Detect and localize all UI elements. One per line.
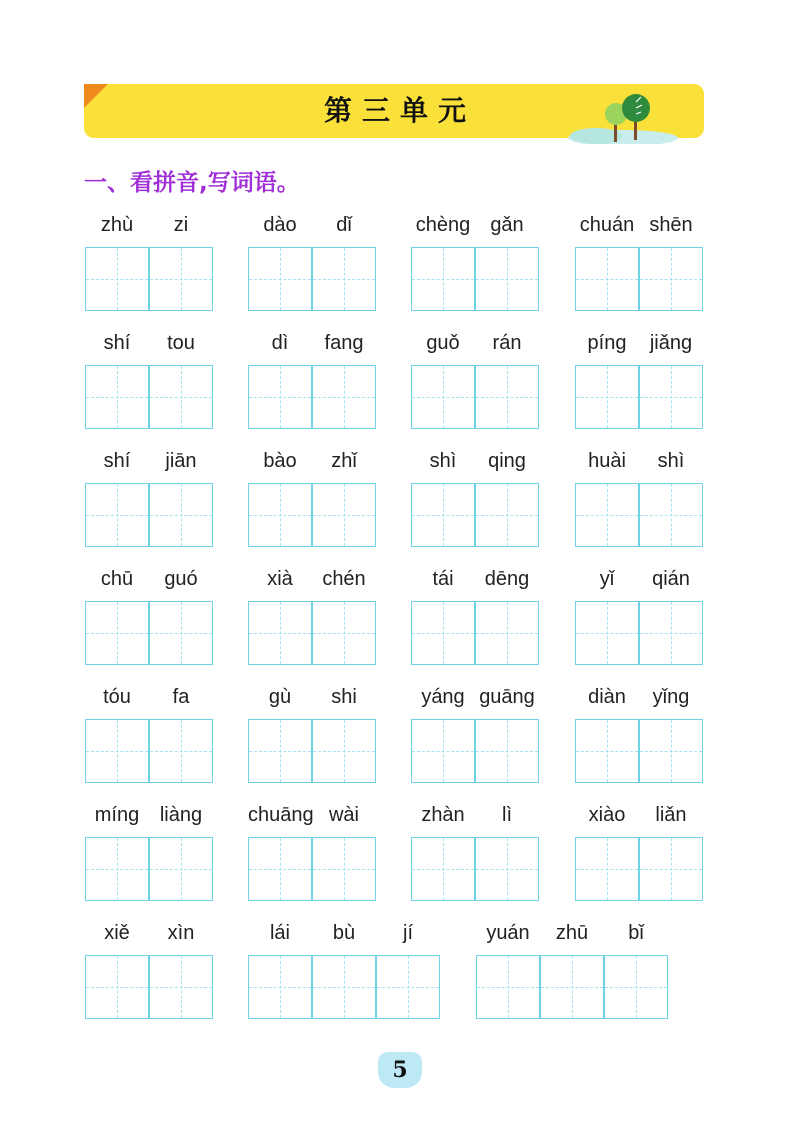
pinyin-label: shì xyxy=(657,450,685,472)
writing-cell[interactable] xyxy=(639,483,703,547)
writing-cell[interactable] xyxy=(639,837,703,901)
writing-cell[interactable] xyxy=(149,247,213,311)
writing-cell[interactable] xyxy=(248,483,312,547)
pinyin-label: guāng xyxy=(479,686,535,708)
pinyin-label: chū xyxy=(100,568,134,590)
pinyin-label: xiě xyxy=(104,922,130,944)
pinyin-label: tái xyxy=(432,568,454,590)
writing-cell[interactable] xyxy=(575,483,639,547)
pinyin-label: jí xyxy=(403,922,413,944)
writing-cell[interactable] xyxy=(85,365,149,429)
writing-cell[interactable] xyxy=(475,247,539,311)
pinyin-label: yuán xyxy=(486,922,530,944)
writing-cell[interactable] xyxy=(475,719,539,783)
writing-cell[interactable] xyxy=(604,955,668,1019)
pinyin-label: yǐ xyxy=(599,568,615,590)
pinyin-label: wài xyxy=(328,804,359,826)
pinyin-label: qián xyxy=(652,568,690,590)
pinyin-label: lái xyxy=(269,922,290,944)
pinyin-label: xià xyxy=(267,568,293,590)
pinyin-label: tou xyxy=(167,332,195,354)
writing-cell[interactable] xyxy=(312,601,376,665)
pinyin-label: dào xyxy=(263,214,297,236)
writing-cell[interactable] xyxy=(312,247,376,311)
pinyin-label: zhǐ xyxy=(331,450,357,472)
pinyin-label: xìn xyxy=(167,922,195,944)
pinyin-label: bào xyxy=(263,450,297,472)
writing-cell[interactable] xyxy=(411,365,475,429)
pinyin-label: jiǎng xyxy=(649,332,693,354)
page-number: 5 xyxy=(392,1057,408,1083)
writing-cell[interactable] xyxy=(312,719,376,783)
writing-cell[interactable] xyxy=(312,955,376,1019)
writing-cell[interactable] xyxy=(149,483,213,547)
writing-cell[interactable] xyxy=(475,365,539,429)
pinyin-label: shí xyxy=(103,450,131,472)
writing-cell[interactable] xyxy=(312,483,376,547)
pinyin-label: dǐ xyxy=(336,214,352,236)
pinyin-label: míng xyxy=(94,804,140,826)
pinyin-label: chuán xyxy=(579,214,635,236)
writing-cell[interactable] xyxy=(248,955,312,1019)
writing-cell[interactable] xyxy=(575,601,639,665)
writing-cell[interactable] xyxy=(85,601,149,665)
pinyin-label: guó xyxy=(164,568,198,590)
writing-cell[interactable] xyxy=(149,837,213,901)
writing-cell[interactable] xyxy=(575,837,639,901)
pinyin-label: píng xyxy=(587,332,627,354)
pinyin-label: gù xyxy=(268,686,292,708)
writing-cell[interactable] xyxy=(411,601,475,665)
writing-cell[interactable] xyxy=(149,601,213,665)
writing-cell[interactable] xyxy=(85,719,149,783)
writing-cell[interactable] xyxy=(475,837,539,901)
writing-cell[interactable] xyxy=(475,483,539,547)
pinyin-label: lì xyxy=(502,804,512,826)
writing-cell[interactable] xyxy=(411,719,475,783)
writing-cell[interactable] xyxy=(149,955,213,1019)
writing-cell[interactable] xyxy=(376,955,440,1019)
writing-cell[interactable] xyxy=(411,483,475,547)
writing-cell[interactable] xyxy=(85,483,149,547)
pinyin-label: yǐng xyxy=(652,686,690,708)
writing-cell[interactable] xyxy=(411,247,475,311)
writing-cell[interactable] xyxy=(575,365,639,429)
writing-cell[interactable] xyxy=(411,837,475,901)
pinyin-label: chén xyxy=(322,568,366,590)
writing-cell[interactable] xyxy=(639,365,703,429)
pinyin-label: diàn xyxy=(588,686,626,708)
pinyin-label: chuāng xyxy=(248,804,314,826)
pinyin-label: zhū xyxy=(555,922,589,944)
writing-cell[interactable] xyxy=(639,719,703,783)
pinyin-label: tóu xyxy=(103,686,131,708)
writing-cell[interactable] xyxy=(476,955,540,1019)
writing-cell[interactable] xyxy=(475,601,539,665)
pinyin-label: gǎn xyxy=(490,214,524,236)
pinyin-label: huài xyxy=(588,450,626,472)
pinyin-label: liǎn xyxy=(655,804,687,826)
writing-cell[interactable] xyxy=(248,247,312,311)
writing-cell[interactable] xyxy=(540,955,604,1019)
writing-cell[interactable] xyxy=(149,719,213,783)
pinyin-label: fa xyxy=(172,686,190,708)
writing-cell[interactable] xyxy=(85,837,149,901)
tree-illustration-icon xyxy=(568,92,678,144)
pinyin-label: zhù xyxy=(100,214,134,236)
pinyin-label: yáng xyxy=(421,686,465,708)
pinyin-label: bù xyxy=(332,922,356,944)
writing-cell[interactable] xyxy=(248,837,312,901)
writing-cell[interactable] xyxy=(312,837,376,901)
pinyin-label: zi xyxy=(173,214,189,236)
pinyin-label: fang xyxy=(324,332,364,354)
pinyin-label: dì xyxy=(271,332,289,354)
writing-cell[interactable] xyxy=(575,247,639,311)
writing-cell[interactable] xyxy=(639,601,703,665)
pinyin-label: shēn xyxy=(649,214,693,236)
pinyin-label: jiān xyxy=(165,450,197,472)
pinyin-label: qing xyxy=(488,450,526,472)
writing-cell[interactable] xyxy=(149,365,213,429)
pinyin-label: xiào xyxy=(588,804,626,826)
writing-cell[interactable] xyxy=(575,719,639,783)
writing-cell[interactable] xyxy=(85,247,149,311)
pinyin-label: rán xyxy=(492,332,522,354)
writing-cell[interactable] xyxy=(248,719,312,783)
pinyin-label: shi xyxy=(331,686,357,708)
writing-cell[interactable] xyxy=(312,365,376,429)
pinyin-label: dēng xyxy=(484,568,530,590)
unit-title: 第三单元 xyxy=(323,94,476,127)
pinyin-label: guǒ xyxy=(426,332,460,354)
writing-cell[interactable] xyxy=(85,955,149,1019)
pinyin-label: shì xyxy=(429,450,457,472)
writing-cell[interactable] xyxy=(639,247,703,311)
pinyin-label: shí xyxy=(103,332,131,354)
pinyin-label: bǐ xyxy=(628,922,644,944)
pinyin-label: liàng xyxy=(159,804,203,826)
pinyin-label: zhàn xyxy=(421,804,465,826)
pinyin-label: chèng xyxy=(415,214,471,236)
section-title: 一、看拼音,写词语。 xyxy=(84,170,300,196)
writing-cell[interactable] xyxy=(248,601,312,665)
writing-cell[interactable] xyxy=(248,365,312,429)
